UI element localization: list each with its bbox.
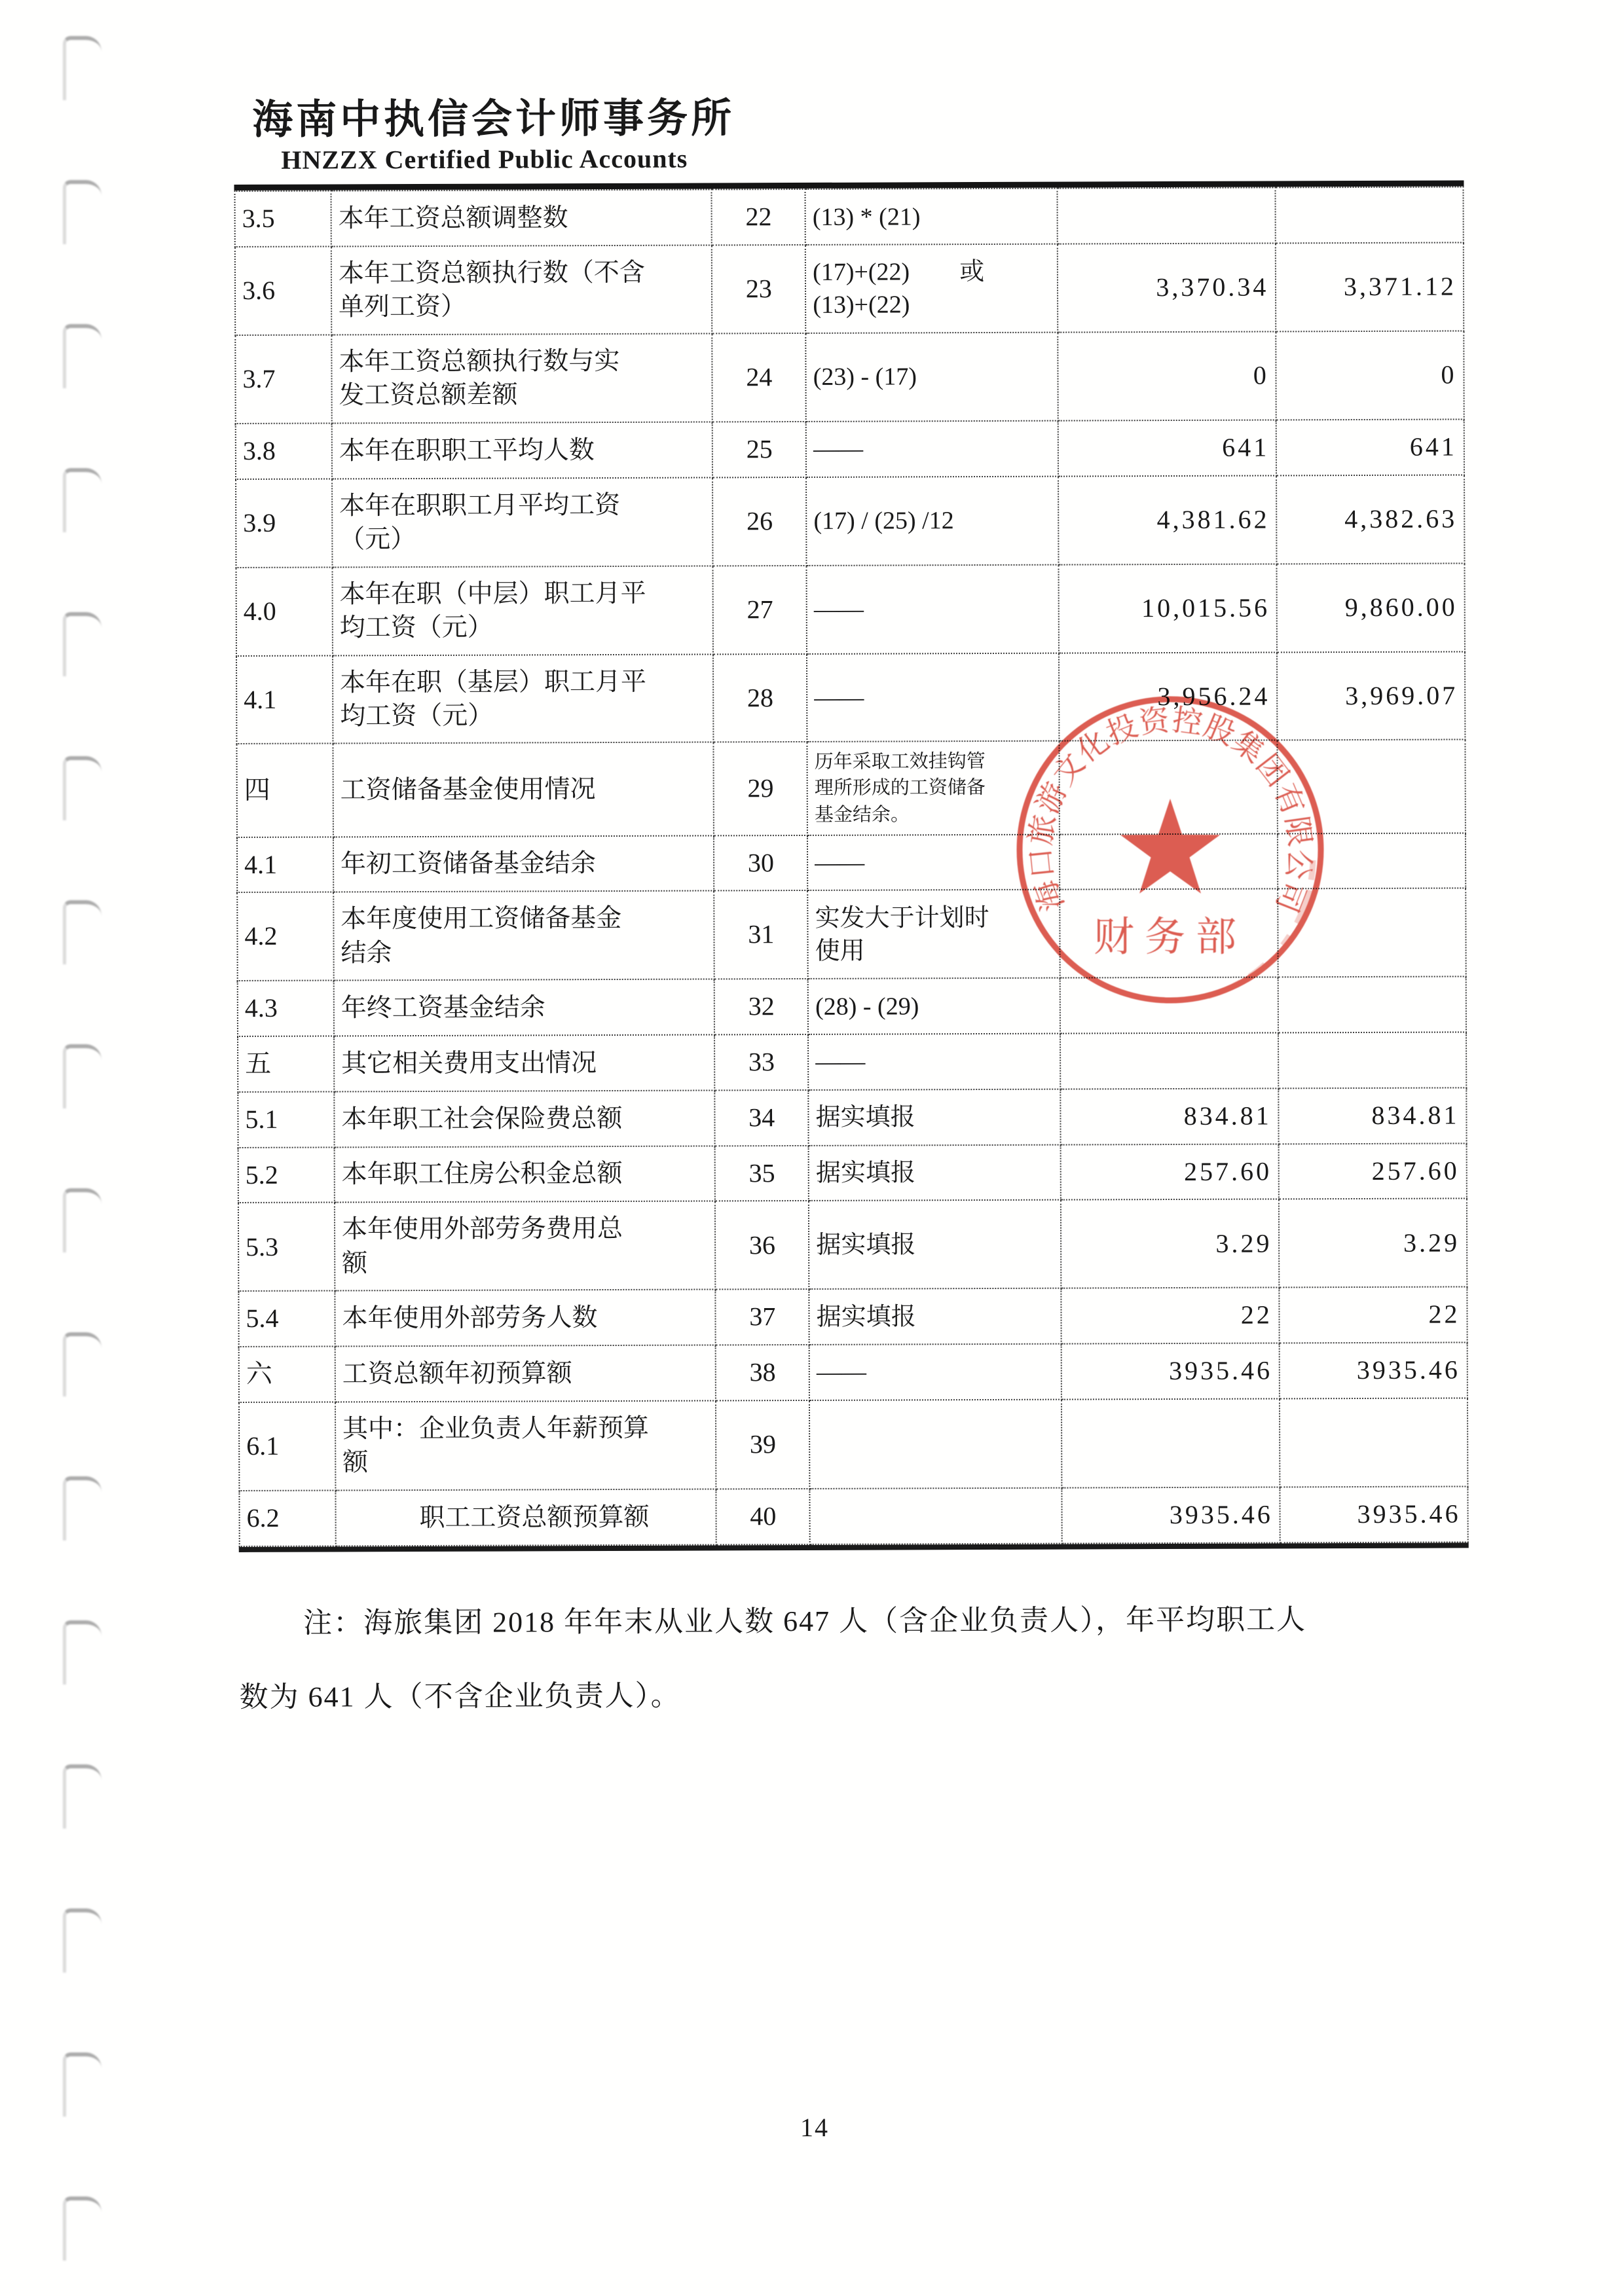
table-row	[236, 563, 1465, 655]
seal-department-label: 财务部	[1093, 915, 1247, 960]
binding-hole-mark	[63, 612, 101, 676]
cell-actual: 3,371.12	[1276, 242, 1464, 331]
table-row	[235, 331, 1464, 423]
cell-seq: 3.9	[236, 479, 332, 567]
cell-budget: 3935.46	[1061, 1487, 1280, 1543]
binding-hole-mark	[63, 468, 101, 532]
cell-budget	[1060, 1032, 1279, 1089]
firm-name-chinese: 海南中执信会计师事务所	[251, 96, 735, 143]
cell-budget: 834.81	[1060, 1088, 1279, 1144]
table-row	[238, 1032, 1466, 1091]
binding-hole-mark	[63, 1908, 101, 1973]
binding-hole-mark	[63, 1188, 101, 1252]
cell-formula: ——	[806, 420, 1058, 477]
cell-formula: 据实填报	[809, 1288, 1061, 1345]
cell-formula: 据实填报	[808, 1089, 1060, 1145]
cell-line-no: 25	[712, 422, 806, 477]
cell-line-no: 29	[714, 742, 807, 835]
cell-budget: 10,015.56	[1058, 564, 1277, 653]
cell-actual: 257.60	[1279, 1143, 1467, 1199]
cell-seq: 4.2	[237, 892, 333, 981]
cell-actual	[1276, 187, 1464, 244]
cell-seq: 5.1	[238, 1091, 334, 1147]
cell-line-no: 26	[712, 477, 806, 566]
cell-seq: 3.8	[236, 423, 332, 479]
cell-seq: 五	[238, 1036, 334, 1092]
cell-actual: 9,860.00	[1277, 563, 1465, 652]
cell-item: 本年在职（基层）职工月平 均工资（元）	[333, 654, 714, 744]
cell-budget: 22	[1061, 1288, 1280, 1344]
cell-line-no: 37	[716, 1289, 809, 1345]
cell-line-no: 31	[714, 890, 808, 979]
table-row	[234, 187, 1463, 247]
binding-hole-mark	[63, 756, 101, 820]
cell-line-no: 39	[716, 1400, 809, 1489]
cell-actual: 3.29	[1279, 1199, 1467, 1288]
cell-item: 年初工资储备基金结余	[333, 835, 714, 892]
cell-line-no: 34	[715, 1090, 809, 1146]
cell-formula: 历年采取工效挂钩管 理所形成的工资储备 基金结余。	[807, 741, 1060, 835]
cell-seq: 四	[236, 744, 333, 837]
table-row	[236, 419, 1464, 479]
binding-hole-mark	[63, 324, 101, 388]
cell-formula: (17)+(22) 或 (13)+(22)	[805, 244, 1058, 333]
table-row	[238, 1143, 1467, 1203]
cell-actual	[1278, 1032, 1466, 1088]
cell-seq: 3.5	[234, 191, 331, 247]
cell-line-no: 22	[712, 189, 805, 245]
cell-line-no: 23	[712, 245, 805, 333]
footnote-line-1: 注：海旅集团 2018 年年末从业人数 647 人（含企业负责人），年平均职工人	[303, 1603, 1307, 1639]
table-row	[239, 1398, 1467, 1490]
binding-hole-mark	[63, 1620, 101, 1685]
cell-formula: 据实填报	[809, 1200, 1061, 1289]
cell-formula: ——	[809, 1344, 1061, 1400]
cell-seq: 六	[239, 1347, 335, 1402]
cell-seq: 6.1	[239, 1402, 335, 1490]
cell-item: 本年在职职工月平均工资 （元）	[332, 477, 713, 567]
cell-line-no: 27	[713, 566, 807, 654]
cell-item: 职工工资总额预算额	[335, 1489, 716, 1546]
cell-item: 其它相关费用支出情况	[334, 1034, 715, 1091]
cell-formula: 据实填报	[809, 1144, 1061, 1201]
table-row	[239, 1343, 1467, 1402]
cell-actual: 4,382.63	[1276, 475, 1464, 564]
cell-seq: 4.1	[237, 837, 333, 892]
cell-seq: 3.7	[235, 335, 331, 423]
cell-formula: 实发大于计划时 使用	[807, 890, 1060, 979]
cell-line-no: 32	[714, 979, 808, 1034]
cell-actual	[1280, 1398, 1467, 1487]
cell-item: 本年工资总额执行数（不含 单列工资）	[331, 245, 712, 335]
cell-seq: 5.3	[238, 1203, 335, 1291]
cell-item: 本年度使用工资储备基金 结余	[333, 891, 714, 981]
cell-formula: ——	[808, 1034, 1060, 1090]
cell-formula: ——	[807, 653, 1059, 742]
cell-line-no: 36	[715, 1201, 809, 1289]
cell-item: 本年职工社会保险费总额	[334, 1090, 715, 1147]
table-row	[238, 1199, 1467, 1291]
cell-formula: (28) - (29)	[808, 978, 1060, 1034]
cell-budget	[1061, 1398, 1280, 1487]
cell-line-no: 30	[714, 835, 807, 890]
cell-item: 其中：企业负责人年薪预算 额	[335, 1400, 716, 1490]
cell-line-no: 24	[712, 333, 806, 422]
cell-actual: 3,969.07	[1277, 651, 1465, 740]
cell-actual: 834.81	[1279, 1087, 1467, 1144]
cell-seq: 3.6	[235, 246, 331, 335]
cell-formula: (13) * (21)	[805, 189, 1058, 245]
cell-line-no: 28	[713, 653, 807, 742]
cell-budget: 4,381.62	[1058, 475, 1277, 564]
cell-formula	[809, 1400, 1061, 1489]
cell-item: 本年工资总额调整数	[331, 190, 712, 247]
cell-line-no: 33	[714, 1034, 808, 1090]
cell-seq: 4.0	[236, 567, 333, 655]
cell-seq: 5.2	[238, 1147, 335, 1203]
cell-budget: 0	[1058, 331, 1276, 420]
cell-item: 本年在职职工平均人数	[332, 422, 713, 479]
cell-seq: 4.1	[236, 655, 333, 744]
seal-ring-text: 海口旅游文化投资控股集团有限公司	[1023, 702, 1318, 918]
cell-formula: ——	[807, 834, 1060, 890]
cell-actual: 0	[1276, 331, 1464, 420]
cell-line-no: 40	[716, 1489, 810, 1544]
cell-budget: 3.29	[1061, 1199, 1280, 1288]
table-row	[238, 1087, 1466, 1147]
table-row	[236, 475, 1464, 567]
cell-item: 本年在职（中层）职工月平 均工资（元）	[332, 566, 713, 655]
cell-budget	[1057, 188, 1276, 244]
cell-item: 本年职工住房公积金总额	[334, 1146, 715, 1203]
footnote-line-2: 数为 641 人（不含企业负责人）。	[239, 1679, 681, 1713]
cell-item: 本年使用外部劳务人数	[335, 1290, 716, 1347]
cell-budget: 641	[1058, 420, 1276, 476]
cell-budget: 3,370.34	[1058, 243, 1276, 332]
seal-star-icon	[1120, 799, 1220, 894]
cell-item: 本年使用外部劳务费用总 额	[335, 1201, 716, 1291]
company-seal-stamp	[1006, 686, 1334, 1013]
binding-hole-mark	[63, 1332, 101, 1396]
table-row	[235, 242, 1464, 335]
cell-formula: ——	[807, 564, 1059, 653]
cell-formula: (17) / (25) /12	[806, 476, 1058, 565]
footnote	[239, 1600, 1469, 1716]
binding-hole-mark	[63, 1044, 101, 1108]
cell-formula: (23) - (17)	[805, 333, 1058, 422]
binding-hole-mark	[63, 2052, 101, 2117]
cell-actual: 22	[1280, 1287, 1467, 1343]
binding-hole-mark	[63, 900, 101, 964]
binding-hole-mark	[63, 1764, 101, 1829]
cell-item: 本年工资总额执行数与实 发工资总额差额	[331, 333, 712, 423]
table-row	[239, 1486, 1467, 1546]
cell-item: 工资储备基金使用情况	[333, 742, 714, 837]
binding-hole-mark	[63, 1476, 101, 1540]
cell-seq: 6.2	[239, 1490, 335, 1546]
cell-actual: 641	[1276, 419, 1464, 475]
cell-seq: 4.3	[238, 981, 334, 1036]
cell-seq: 5.4	[238, 1291, 335, 1347]
binding-hole-mark	[63, 36, 101, 100]
cell-item: 工资总额年初预算额	[335, 1345, 716, 1402]
cell-item: 年终工资基金结余	[334, 979, 715, 1036]
cell-line-no: 35	[715, 1146, 809, 1201]
table-row	[238, 1287, 1467, 1347]
binding-hole-mark	[63, 180, 101, 244]
binding-hole-mark	[63, 2196, 101, 2261]
firm-name-english: HNZZX Certified Public Accounts	[281, 143, 688, 175]
cell-budget: 3,956.24	[1059, 652, 1278, 741]
cell-line-no: 38	[716, 1345, 809, 1400]
cell-budget: 257.60	[1060, 1144, 1279, 1200]
cell-formula	[810, 1488, 1062, 1544]
cell-actual: 3935.46	[1280, 1486, 1468, 1542]
cell-actual: 3935.46	[1280, 1343, 1467, 1399]
cell-budget: 3935.46	[1061, 1343, 1280, 1400]
page-number: 14	[800, 2113, 829, 2142]
